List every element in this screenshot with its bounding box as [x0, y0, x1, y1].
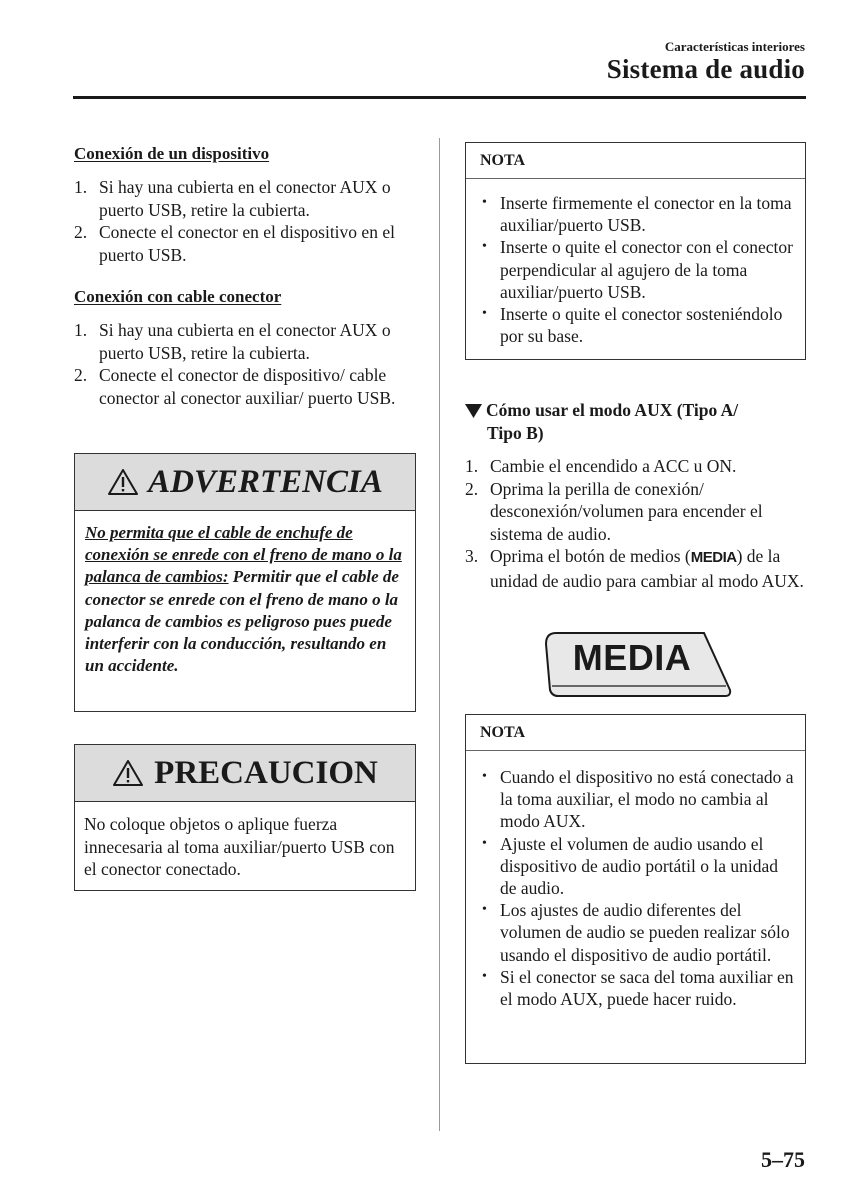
- warning-title: ADVERTENCIA: [148, 463, 383, 500]
- caution-box: [74, 744, 416, 891]
- warning-body: Permitir que el cable de conector se enrede con el freno de mano o la palanca de cambios es peligroso pues puede interferir con la conducción, resultando en un accidente.: [85, 567, 399, 676]
- media-key-label: MEDIA: [690, 549, 737, 566]
- caution-header: [75, 745, 415, 802]
- list-item: 2. Conecte el conector de dispositivo/ cable conector al conector auxiliar/ puerto USB.: [74, 365, 396, 408]
- note-2-list: [466, 751, 805, 1010]
- header-rule: [73, 96, 806, 99]
- caution-triangle-icon: [112, 759, 144, 787]
- note-box-1: [465, 142, 806, 360]
- note-1-list: [466, 179, 805, 347]
- list-item: • Si el conector se saca del toma auxiliar en el modo AUX, puede hacer ruido.: [482, 966, 795, 1010]
- warning-text: [75, 511, 415, 677]
- note-label: NOTA: [466, 143, 805, 179]
- list-item: • Inserte o quite el conector con el conector perpendicular al agujero de la toma auxiliar/puerto USB.: [482, 236, 795, 303]
- list-item: 2. Oprima la perilla de conexión/ desconexión/volumen para encender el sistema de audio.: [465, 478, 763, 544]
- warning-lead: No permita que el cable de enchufe de conexión se enrede con el freno de mano o la palanca de cambios:: [85, 523, 402, 587]
- page-number: 5–75: [761, 1147, 805, 1172]
- list-item: 1. Si hay una cubierta en el conector AUX o puerto USB, retire la cubierta.: [74, 320, 391, 363]
- list-item: • Inserte firmemente el conector en la toma auxiliar/puerto USB.: [482, 192, 795, 236]
- list-item: • Cuando el dispositivo no está conectado a la toma auxiliar, el modo no cambia al modo AUX.: [482, 766, 795, 833]
- list-item: 2. Conecte el conector en el dispositivo en el puerto USB.: [74, 222, 395, 265]
- cable-connection-heading: Conexión con cable conector: [74, 287, 282, 306]
- device-steps: [74, 176, 416, 266]
- list-item: 3. Oprima el botón de medios (MEDIA) de la unidad de audio para cambiar al modo AUX.: [465, 546, 804, 591]
- list-item: • Inserte o quite el conector sosteniéndolo por su base.: [482, 303, 795, 347]
- list-item: 1. Si hay una cubierta en el conector AUX o puerto USB, retire la cubierta.: [74, 177, 391, 220]
- cable-steps: [74, 319, 416, 409]
- warning-triangle-icon: [107, 468, 139, 496]
- triangle-down-icon: [465, 404, 482, 418]
- section-label: Características interiores: [664, 39, 805, 54]
- media-button-illustration: [540, 628, 736, 702]
- caution-body: No coloque objetos o aplique fuerza innecesaria al toma auxiliar/puerto USB con el conector conectado.: [84, 814, 395, 879]
- column-divider: [439, 138, 440, 1131]
- page-title: Sistema de audio: [606, 54, 805, 84]
- note-box-2: [465, 714, 806, 1064]
- list-item: • Ajuste el volumen de audio usando el dispositivo de audio portátil o la unidad de audio.: [482, 833, 795, 900]
- warning-header: [75, 454, 415, 511]
- note-label: NOTA: [466, 715, 805, 751]
- caution-title: PRECAUCION: [154, 754, 378, 791]
- list-item: 1. Cambie el encendido a ACC u ON.: [465, 456, 737, 476]
- media-button-label: MEDIA: [572, 637, 692, 678]
- warning-box: [74, 453, 416, 712]
- list-item: • Los ajustes de audio diferentes del volumen de audio se pueden realizar sólo usando el dispositivo de audio portátil.: [482, 899, 795, 966]
- aux-mode-heading: Cómo usar el modo AUX (Tipo A/ Tipo B): [465, 399, 810, 444]
- device-connection-heading: Conexión de un dispositivo: [74, 144, 270, 163]
- aux-steps: [465, 455, 808, 592]
